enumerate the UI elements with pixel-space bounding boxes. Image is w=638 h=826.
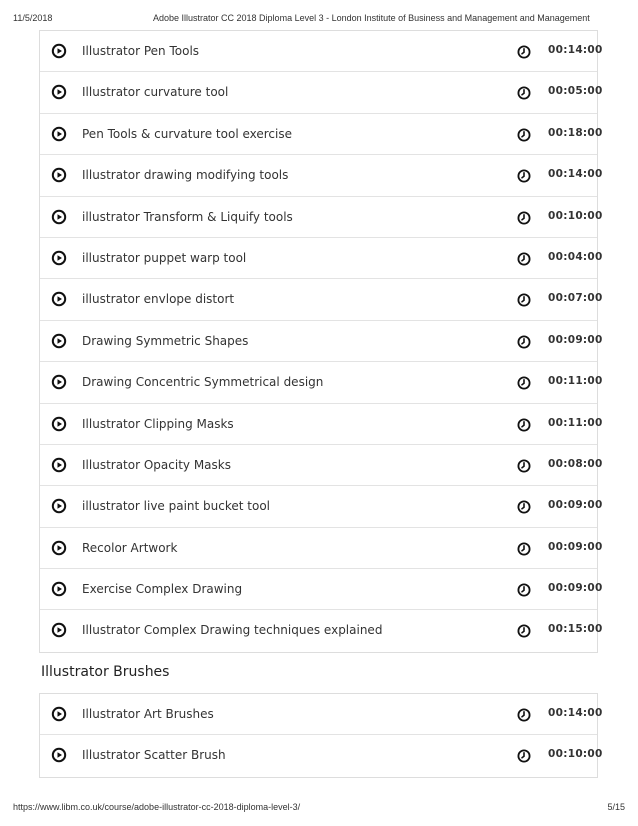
lesson-title[interactable]: Exercise Complex Drawing xyxy=(82,582,243,597)
lesson-row[interactable] xyxy=(40,735,603,776)
lesson-title[interactable]: Illustrator curvature tool xyxy=(82,85,229,100)
play-circle-icon[interactable] xyxy=(51,374,67,390)
play-circle-icon[interactable] xyxy=(51,581,67,597)
lesson-row[interactable] xyxy=(40,279,603,320)
lesson-title[interactable]: illustrator Transform & Liquify tools xyxy=(82,209,293,224)
clock-icon xyxy=(517,582,531,596)
lesson-duration: 00:10:00 xyxy=(548,748,603,761)
lesson-row[interactable] xyxy=(40,569,603,610)
print-title: Adobe Illustrator CC 2018 Diploma Level 3 - London Institute of Business and Management and Management xyxy=(153,13,590,23)
lesson-row[interactable] xyxy=(40,238,603,279)
play-circle-icon[interactable] xyxy=(51,457,67,473)
lesson-duration: 00:05:00 xyxy=(548,85,603,98)
lesson-duration: 00:07:00 xyxy=(548,292,603,305)
play-circle-icon[interactable] xyxy=(51,333,67,349)
lesson-title[interactable]: Illustrator Art Brushes xyxy=(82,707,214,721)
play-circle-icon[interactable] xyxy=(51,416,67,432)
print-footer xyxy=(13,802,625,814)
lesson-row[interactable] xyxy=(40,610,603,651)
clock-icon xyxy=(517,375,531,389)
play-circle-icon[interactable] xyxy=(51,167,67,183)
lesson-duration: 00:14:00 xyxy=(548,44,603,56)
clock-icon xyxy=(517,458,531,472)
clock-icon xyxy=(517,707,531,721)
lesson-title[interactable]: illustrator puppet warp tool xyxy=(82,250,247,265)
play-circle-icon[interactable] xyxy=(51,43,67,59)
page-url[interactable]: https://www.libm.co.uk/course/adobe-illustrator-cc-2018-diploma-level-3/ xyxy=(13,802,301,812)
clock-icon xyxy=(517,748,531,762)
clock-icon xyxy=(517,251,531,265)
play-circle-icon[interactable] xyxy=(51,126,67,142)
play-circle-icon[interactable] xyxy=(51,498,67,514)
lesson-title[interactable]: illustrator envlope distort xyxy=(82,292,235,307)
play-circle-icon[interactable] xyxy=(51,209,67,225)
play-circle-icon[interactable] xyxy=(51,540,67,556)
lesson-row[interactable] xyxy=(40,362,603,403)
lesson-row[interactable] xyxy=(40,155,603,196)
clock-icon xyxy=(517,292,531,306)
lesson-duration: 00:14:00 xyxy=(548,707,603,719)
lesson-row[interactable] xyxy=(40,486,603,527)
lesson-row[interactable] xyxy=(40,445,603,486)
lesson-title[interactable]: Drawing Concentric Symmetrical design xyxy=(82,375,324,390)
lesson-list-brushes xyxy=(39,693,603,778)
lesson-row[interactable] xyxy=(40,404,603,445)
play-circle-icon[interactable] xyxy=(51,747,67,763)
lesson-title[interactable]: Illustrator Opacity Masks xyxy=(82,457,231,472)
lesson-title[interactable]: Recolor Artwork xyxy=(82,540,178,555)
print-header xyxy=(13,13,625,27)
lesson-duration: 00:18:00 xyxy=(548,126,603,139)
lesson-row[interactable] xyxy=(40,528,603,569)
lesson-duration: 00:04:00 xyxy=(548,250,603,263)
clock-icon xyxy=(517,127,531,141)
play-circle-icon[interactable] xyxy=(51,291,67,307)
print-date: 11/5/2018 xyxy=(13,13,53,23)
clock-icon xyxy=(517,168,531,182)
lesson-duration: 00:09:00 xyxy=(548,499,603,512)
lesson-row[interactable] xyxy=(40,72,603,113)
lesson-duration: 00:08:00 xyxy=(548,457,603,470)
lesson-list xyxy=(39,30,603,653)
clock-icon xyxy=(517,210,531,224)
clock-icon xyxy=(517,541,531,555)
clock-icon xyxy=(517,44,531,58)
lesson-title[interactable]: Illustrator Clipping Masks xyxy=(82,416,234,431)
section-title: Illustrator Brushes xyxy=(41,664,170,680)
clock-icon xyxy=(517,499,531,513)
lesson-title[interactable]: Illustrator Complex Drawing techniques explained xyxy=(82,623,383,638)
lesson-title[interactable]: Pen Tools & curvature tool exercise xyxy=(82,126,292,141)
lesson-title[interactable]: Illustrator Scatter Brush xyxy=(82,748,226,763)
lesson-title[interactable]: Illustrator Pen Tools xyxy=(82,44,200,58)
lesson-row[interactable] xyxy=(40,321,603,362)
clock-icon xyxy=(517,334,531,348)
clock-icon xyxy=(517,623,531,637)
lesson-duration: 00:10:00 xyxy=(548,209,603,222)
lesson-duration: 00:14:00 xyxy=(548,168,603,181)
lesson-row[interactable] xyxy=(40,31,603,72)
lesson-duration: 00:09:00 xyxy=(548,582,603,595)
lesson-duration: 00:09:00 xyxy=(548,333,603,346)
lesson-duration: 00:11:00 xyxy=(548,416,603,429)
clock-icon xyxy=(517,85,531,99)
lesson-row[interactable] xyxy=(40,114,603,155)
lesson-row[interactable] xyxy=(40,197,603,238)
lesson-duration: 00:15:00 xyxy=(548,623,603,636)
play-circle-icon[interactable] xyxy=(51,84,67,100)
play-circle-icon[interactable] xyxy=(51,706,67,722)
lesson-row[interactable] xyxy=(40,694,603,735)
lesson-title[interactable]: illustrator live paint bucket tool xyxy=(82,499,271,514)
page-number: 5/15 xyxy=(607,802,625,812)
lesson-duration: 00:11:00 xyxy=(548,375,603,388)
lesson-title[interactable]: Drawing Symmetric Shapes xyxy=(82,333,249,348)
lesson-duration: 00:09:00 xyxy=(548,540,603,553)
clock-icon xyxy=(517,417,531,431)
lesson-title[interactable]: Illustrator drawing modifying tools xyxy=(82,168,289,183)
play-circle-icon[interactable] xyxy=(51,622,67,638)
play-circle-icon[interactable] xyxy=(51,250,67,266)
